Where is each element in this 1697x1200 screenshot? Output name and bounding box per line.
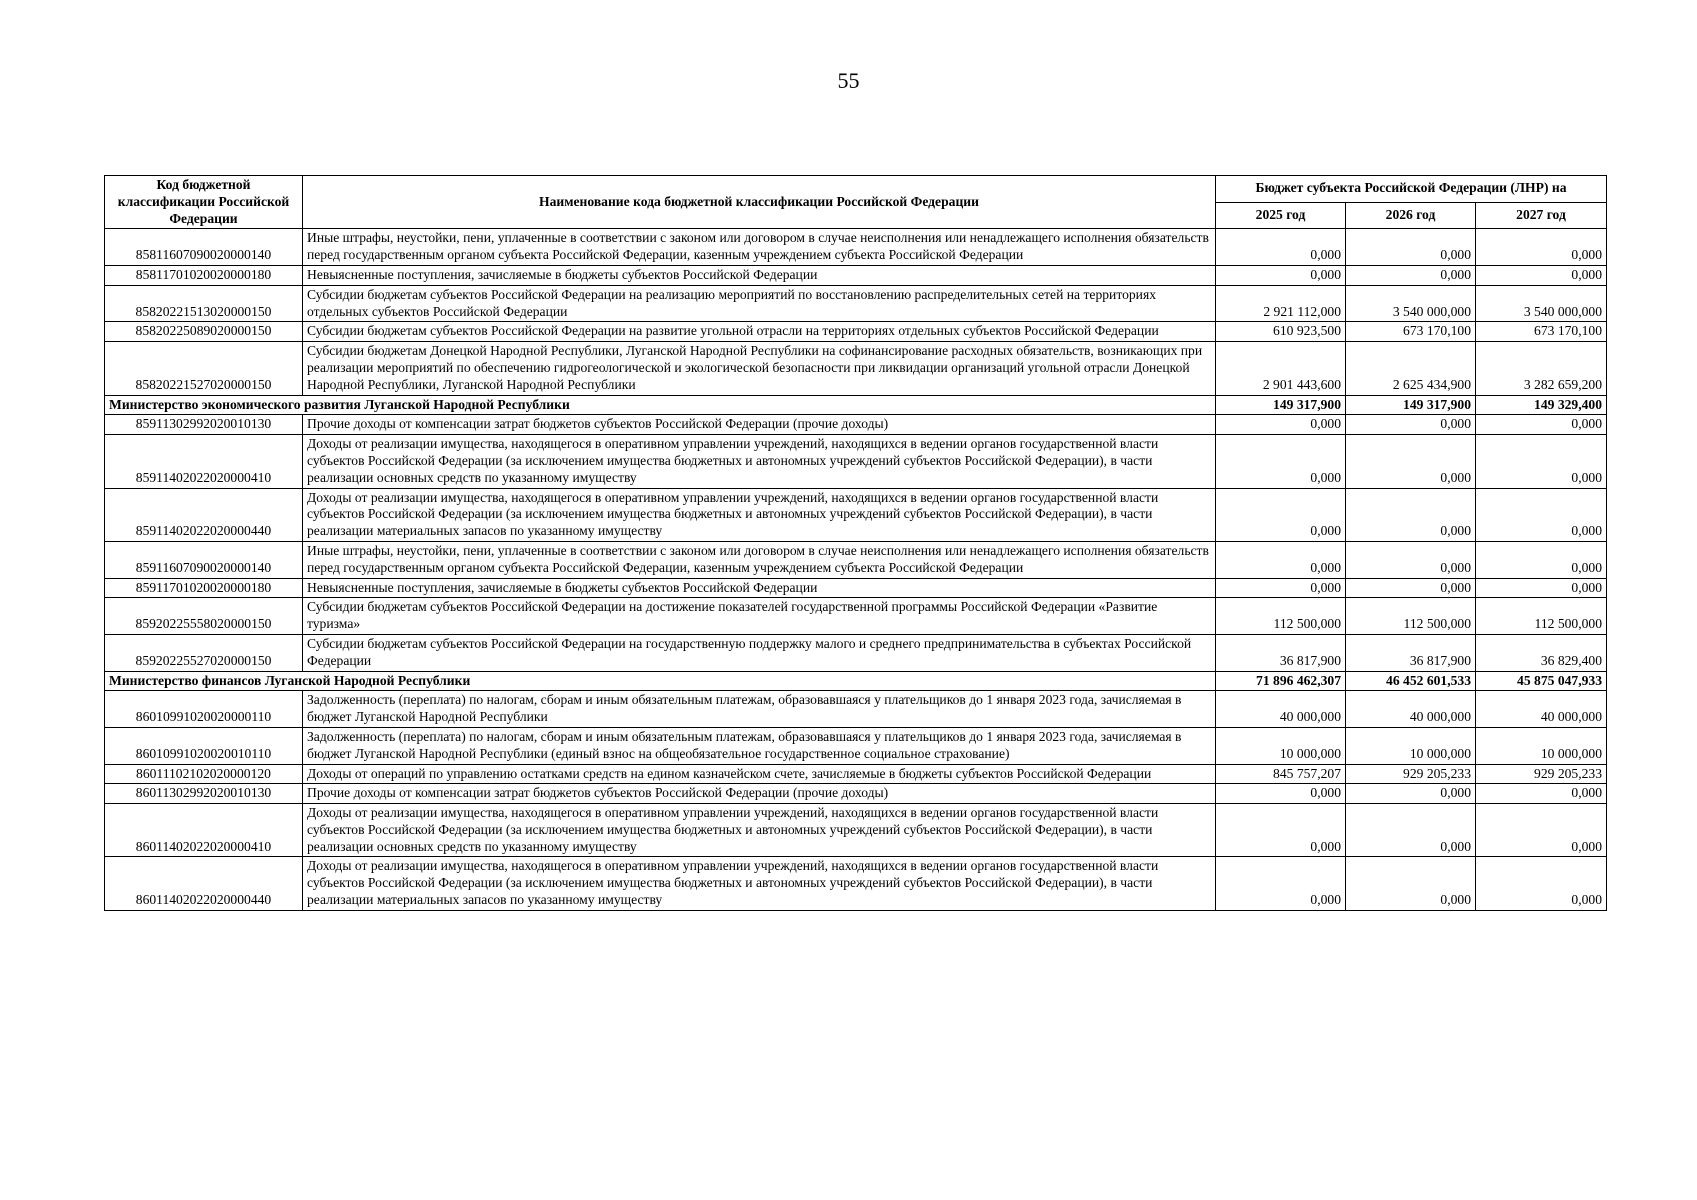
value-2025-cell: 10 000,000 [1216,727,1346,764]
value-2026-cell: 2 625 434,900 [1346,342,1476,395]
value-2027-cell: 929 205,233 [1476,764,1607,784]
ministry-row [105,671,1607,691]
value-2025-cell: 610 923,500 [1216,322,1346,342]
code-name-cell: Иные штрафы, неустойки, пени, уплаченные в соответствии с законом или договором в случае неисполнения или ненадлежащего исполнения обязательств перед государственным органом субъекта Российской Федерации, казенным учреждением субъекта Российской Федерации [303,541,1216,578]
budget-code-cell: 86011402022020000440 [105,857,303,910]
budget-code-cell: 86010991020020000110 [105,691,303,728]
value-2025-cell: 2 901 443,600 [1216,342,1346,395]
value-2025-cell: 0,000 [1216,541,1346,578]
value-2025-cell: 36 817,900 [1216,634,1346,671]
ministry-row [105,395,1607,415]
value-2027-cell: 0,000 [1476,578,1607,598]
budget-code-cell: 86011302992020010130 [105,784,303,804]
code-name-cell: Доходы от реализации имущества, находящегося в оперативном управлении учреждений, находящихся в ведении органов государственной власти субъектов Российской Федерации (за исключением имущества бюджетных и автономных учреждений субъектов Российской Федерации), в части реализации основных средств по указанному имуществу [303,435,1216,488]
value-2025-cell: 112 500,000 [1216,598,1346,635]
value-2027-cell: 0,000 [1476,857,1607,910]
value-2027-cell: 10 000,000 [1476,727,1607,764]
value-2027-cell: 0,000 [1476,265,1607,285]
value-2025-cell: 71 896 462,307 [1216,671,1346,691]
value-2026-cell: 0,000 [1346,784,1476,804]
value-2025-cell: 0,000 [1216,784,1346,804]
code-name-cell: Иные штрафы, неустойки, пени, уплаченные в соответствии с законом или договором в случае неисполнения или ненадлежащего исполнения обязательств перед государственным органом субъекта Российской Федерации, казенным учреждением субъекта Российской Федерации [303,229,1216,266]
value-2026-cell: 673 170,100 [1346,322,1476,342]
budget-code-cell: 85911701020020000180 [105,578,303,598]
table-body [105,229,1607,910]
page-number: 55 [837,68,860,93]
value-2027-cell: 0,000 [1476,488,1607,541]
value-2026-cell: 0,000 [1346,229,1476,266]
value-2026-cell: 0,000 [1346,804,1476,857]
value-2025-cell: 845 757,207 [1216,764,1346,784]
value-2026-cell: 112 500,000 [1346,598,1476,635]
table-row [105,488,1607,541]
value-2025-cell: 0,000 [1216,415,1346,435]
table-row [105,598,1607,635]
value-2026-cell: 40 000,000 [1346,691,1476,728]
code-name-cell: Доходы от операций по управлению остатками средств на едином казначейском счете, зачисляемые в бюджеты субъектов Российской Федерации [303,764,1216,784]
code-name-cell: Доходы от реализации имущества, находящегося в оперативном управлении учреждений, находящихся в ведении органов государственной власти субъектов Российской Федерации (за исключением имущества бюджетных и автономных учреждений субъектов Российской Федерации), в части реализации основных средств по указанному имуществу [303,804,1216,857]
value-2026-cell: 3 540 000,000 [1346,285,1476,322]
value-2026-cell: 46 452 601,533 [1346,671,1476,691]
value-2026-cell: 0,000 [1346,541,1476,578]
budget-code-cell: 85911607090020000140 [105,541,303,578]
budget-code-cell: 85911402022020000440 [105,488,303,541]
table-row [105,285,1607,322]
code-name-cell: Субсидии бюджетам субъектов Российской Федерации на достижение показателей государственной программы Российской Федерации «Развитие туризма» [303,598,1216,635]
code-name-cell: Доходы от реализации имущества, находящегося в оперативном управлении учреждений, находящихся в ведении органов государственной власти субъектов Российской Федерации (за исключением имущества бюджетных и автономных учреждений субъектов Российской Федерации), в части реализации материальных запасов по указанному имуществу [303,857,1216,910]
header-year-2025: 2025 год [1216,202,1346,229]
table-row [105,435,1607,488]
value-2027-cell: 0,000 [1476,804,1607,857]
budget-table [104,175,1607,911]
budget-code-cell: 85820225089020000150 [105,322,303,342]
value-2025-cell: 0,000 [1216,435,1346,488]
value-2027-cell: 45 875 047,933 [1476,671,1607,691]
value-2027-cell: 0,000 [1476,415,1607,435]
value-2026-cell: 0,000 [1346,488,1476,541]
value-2027-cell: 0,000 [1476,541,1607,578]
value-2025-cell: 0,000 [1216,265,1346,285]
code-name-cell: Субсидии бюджетам субъектов Российской Федерации на реализацию мероприятий по восстановлению распределительных сетей на территориях отдельных субъектов Российской Федерации [303,285,1216,322]
code-name-cell: Прочие доходы от компенсации затрат бюджетов субъектов Российской Федерации (прочие доходы) [303,415,1216,435]
header-name: Наименование кода бюджетной классификации Российской Федерации [303,176,1216,229]
table-row [105,634,1607,671]
header-code: Код бюджетной классификации Российской Федерации [105,176,303,229]
table-row [105,764,1607,784]
budget-code-cell: 85911302992020010130 [105,415,303,435]
value-2026-cell: 0,000 [1346,857,1476,910]
budget-code-cell: 85911402022020000410 [105,435,303,488]
table-row [105,784,1607,804]
value-2027-cell: 3 540 000,000 [1476,285,1607,322]
code-name-cell: Невыясненные поступления, зачисляемые в бюджеты субъектов Российской Федерации [303,578,1216,598]
budget-code-cell: 85920225558020000150 [105,598,303,635]
table-row [105,727,1607,764]
value-2027-cell: 149 329,400 [1476,395,1607,415]
value-2026-cell: 0,000 [1346,265,1476,285]
code-name-cell: Задолженность (переплата) по налогам, сборам и иным обязательным платежам, образовавшаяся у плательщиков до 1 января 2023 года, зачисляемая в бюджет Луганской Народной Республики [303,691,1216,728]
value-2025-cell: 0,000 [1216,488,1346,541]
table-row [105,857,1607,910]
value-2027-cell: 0,000 [1476,229,1607,266]
table-row [105,804,1607,857]
value-2027-cell: 112 500,000 [1476,598,1607,635]
code-name-cell: Прочие доходы от компенсации затрат бюджетов субъектов Российской Федерации (прочие доходы) [303,784,1216,804]
header-year-2027: 2027 год [1476,202,1607,229]
table-row [105,578,1607,598]
code-name-cell: Задолженность (переплата) по налогам, сборам и иным обязательным платежам, образовавшаяся у плательщиков до 1 января 2023 года, зачисляемая в бюджет Луганской Народной Республики (единый взнос на общеобязательное государственное социальное страхование) [303,727,1216,764]
value-2027-cell: 36 829,400 [1476,634,1607,671]
budget-code-cell: 86010991020020010110 [105,727,303,764]
value-2026-cell: 36 817,900 [1346,634,1476,671]
value-2026-cell: 10 000,000 [1346,727,1476,764]
value-2025-cell: 40 000,000 [1216,691,1346,728]
budget-code-cell: 85811701020020000180 [105,265,303,285]
value-2025-cell: 0,000 [1216,229,1346,266]
value-2026-cell: 0,000 [1346,578,1476,598]
table-row [105,265,1607,285]
budget-code-cell: 85920225527020000150 [105,634,303,671]
value-2027-cell: 3 282 659,200 [1476,342,1607,395]
table-row [105,229,1607,266]
table-row [105,342,1607,395]
value-2026-cell: 0,000 [1346,415,1476,435]
value-2025-cell: 0,000 [1216,857,1346,910]
header-budget-group: Бюджет субъекта Российской Федерации (ЛНР) на [1216,176,1607,203]
table-row [105,691,1607,728]
budget-code-cell: 85820221527020000150 [105,342,303,395]
table-row [105,541,1607,578]
value-2025-cell: 0,000 [1216,578,1346,598]
code-name-cell: Субсидии бюджетам субъектов Российской Федерации на развитие угольной отрасли на территориях отдельных субъектов Российской Федерации [303,322,1216,342]
value-2027-cell: 0,000 [1476,435,1607,488]
budget-code-cell: 85820221513020000150 [105,285,303,322]
budget-code-cell: 86011102102020000120 [105,764,303,784]
code-name-cell: Субсидии бюджетам Донецкой Народной Республики, Луганской Народной Республики на софинансирование расходных обязательств, возникающих при реализации мероприятий по обеспечению гидрогеологической и экологической безопасности при ликвидации организаций угольной отрасли Донецкой Народной Республики, Луганской Народной Республики [303,342,1216,395]
value-2026-cell: 0,000 [1346,435,1476,488]
value-2026-cell: 929 205,233 [1346,764,1476,784]
ministry-name: Министерство экономического развития Луганской Народной Республики [105,395,1216,415]
header-year-2026: 2026 год [1346,202,1476,229]
code-name-cell: Субсидии бюджетам субъектов Российской Федерации на государственную поддержку малого и среднего предпринимательства в субъектах Российской Федерации [303,634,1216,671]
code-name-cell: Невыясненные поступления, зачисляемые в бюджеты субъектов Российской Федерации [303,265,1216,285]
value-2026-cell: 149 317,900 [1346,395,1476,415]
value-2025-cell: 149 317,900 [1216,395,1346,415]
value-2025-cell: 0,000 [1216,804,1346,857]
budget-code-cell: 86011402022020000410 [105,804,303,857]
table-row [105,322,1607,342]
ministry-name: Министерство финансов Луганской Народной Республики [105,671,1216,691]
budget-code-cell: 85811607090020000140 [105,229,303,266]
value-2027-cell: 0,000 [1476,784,1607,804]
value-2027-cell: 40 000,000 [1476,691,1607,728]
value-2025-cell: 2 921 112,000 [1216,285,1346,322]
table-header [105,176,1607,229]
table-row [105,415,1607,435]
code-name-cell: Доходы от реализации имущества, находящегося в оперативном управлении учреждений, находящихся в ведении органов государственной власти субъектов Российской Федерации (за исключением имущества бюджетных и автономных учреждений субъектов Российской Федерации), в части реализации материальных запасов по указанному имуществу [303,488,1216,541]
value-2027-cell: 673 170,100 [1476,322,1607,342]
